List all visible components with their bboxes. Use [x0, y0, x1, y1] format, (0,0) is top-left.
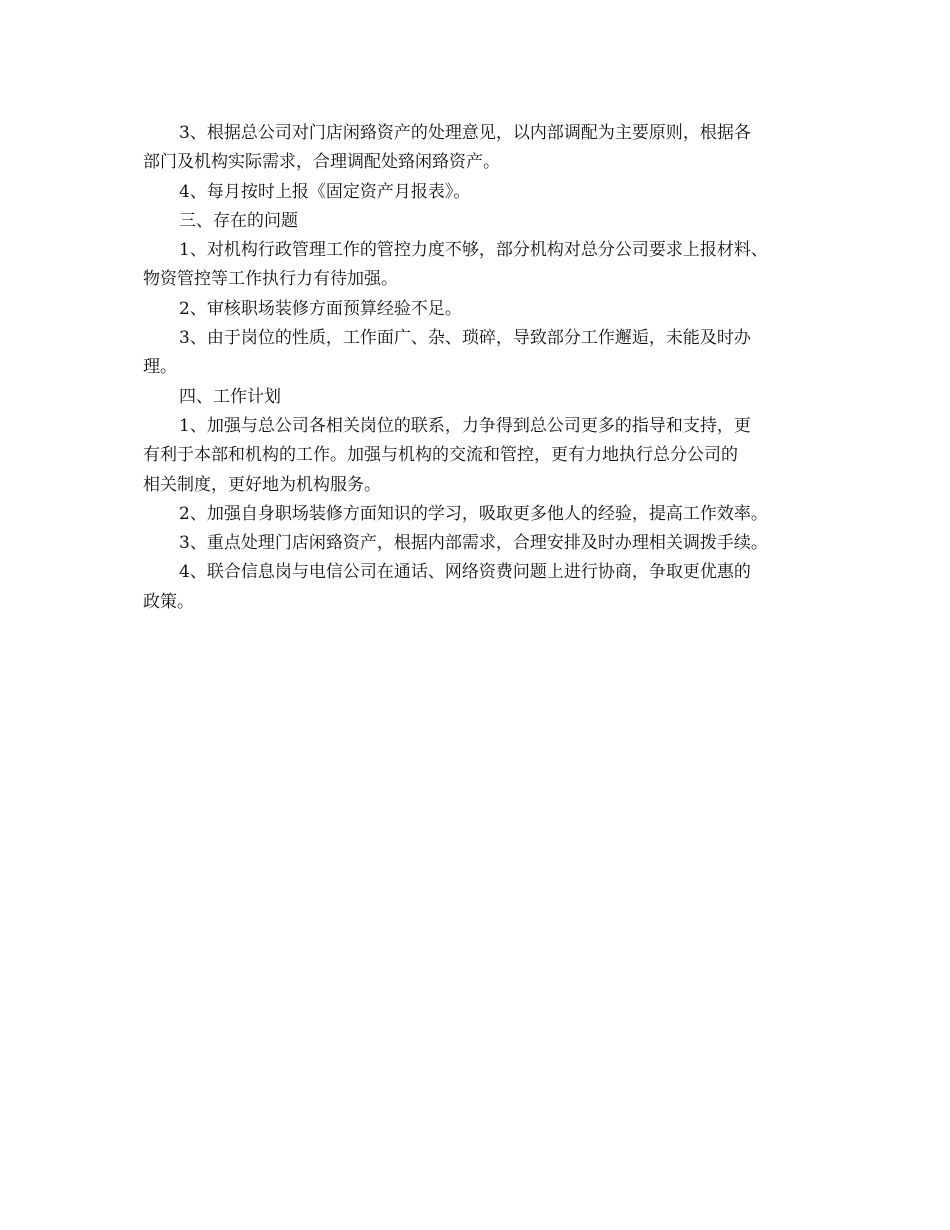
- paragraph-line: 2、加强自身职场装修方面知识的学习，吸取更多他人的经验，提高工作效率。: [179, 503, 768, 524]
- paragraph-plan-1: [143, 412, 815, 500]
- section-heading: 三、存在的问题: [179, 210, 298, 231]
- paragraph-line: 1、对机构行政管理工作的管控力度不够，部分机构对总分公司要求上报材料、: [179, 240, 768, 261]
- paragraph-line: 相关制度，更好地为机构服务。: [143, 474, 381, 495]
- document-body: [143, 119, 815, 617]
- paragraph-plan-3: [143, 529, 815, 558]
- paragraph-plan-4: [143, 558, 815, 617]
- paragraph-line: 政策。: [143, 591, 194, 612]
- paragraph-line: 4、每月按时上报《固定资产月报表》。: [179, 181, 471, 202]
- paragraph-line: 2、审核职场装修方面预算经验不足。: [179, 298, 462, 319]
- paragraph-line: 部门及机构实际需求，合理调配处臵闲臵资产。: [143, 152, 500, 173]
- paragraph-line: 理。: [143, 357, 177, 378]
- paragraph-line: 3、由于岗位的性质，工作面广、杂、琐碎，导致部分工作邂逅，未能及时办: [179, 328, 751, 349]
- paragraph-problem-3: [143, 324, 815, 383]
- paragraph-line: 物资管控等工作执行力有待加强。: [143, 269, 398, 290]
- paragraph-plan-2: [143, 500, 815, 529]
- paragraph-line: 3、根据总公司对门店闲臵资产的处理意见，以内部调配为主要原则，根据各: [179, 123, 751, 143]
- paragraph-asset-4: [143, 178, 815, 207]
- paragraph-line: 4、联合信息岗与电信公司在通话、网络资费问题上进行协商，争取更优惠的: [179, 562, 751, 583]
- paragraph-line: 有利于本部和机构的工作。加强与机构的交流和管控，更有力地执行总分公司的: [143, 445, 738, 466]
- paragraph-problem-2: [143, 295, 815, 324]
- paragraph-asset-3: [143, 119, 815, 178]
- section-heading-problems: [143, 207, 815, 236]
- section-heading: 四、工作计划: [179, 386, 281, 407]
- paragraph-problem-1: [143, 236, 815, 295]
- section-heading-plan: [143, 383, 815, 412]
- paragraph-line: 1、加强与总公司各相关岗位的联系，力争得到总公司更多的指导和支持，更: [179, 415, 751, 436]
- paragraph-line: 3、重点处理门店闲臵资产，根据内部需求，合理安排及时办理相关调拨手续。: [179, 533, 768, 554]
